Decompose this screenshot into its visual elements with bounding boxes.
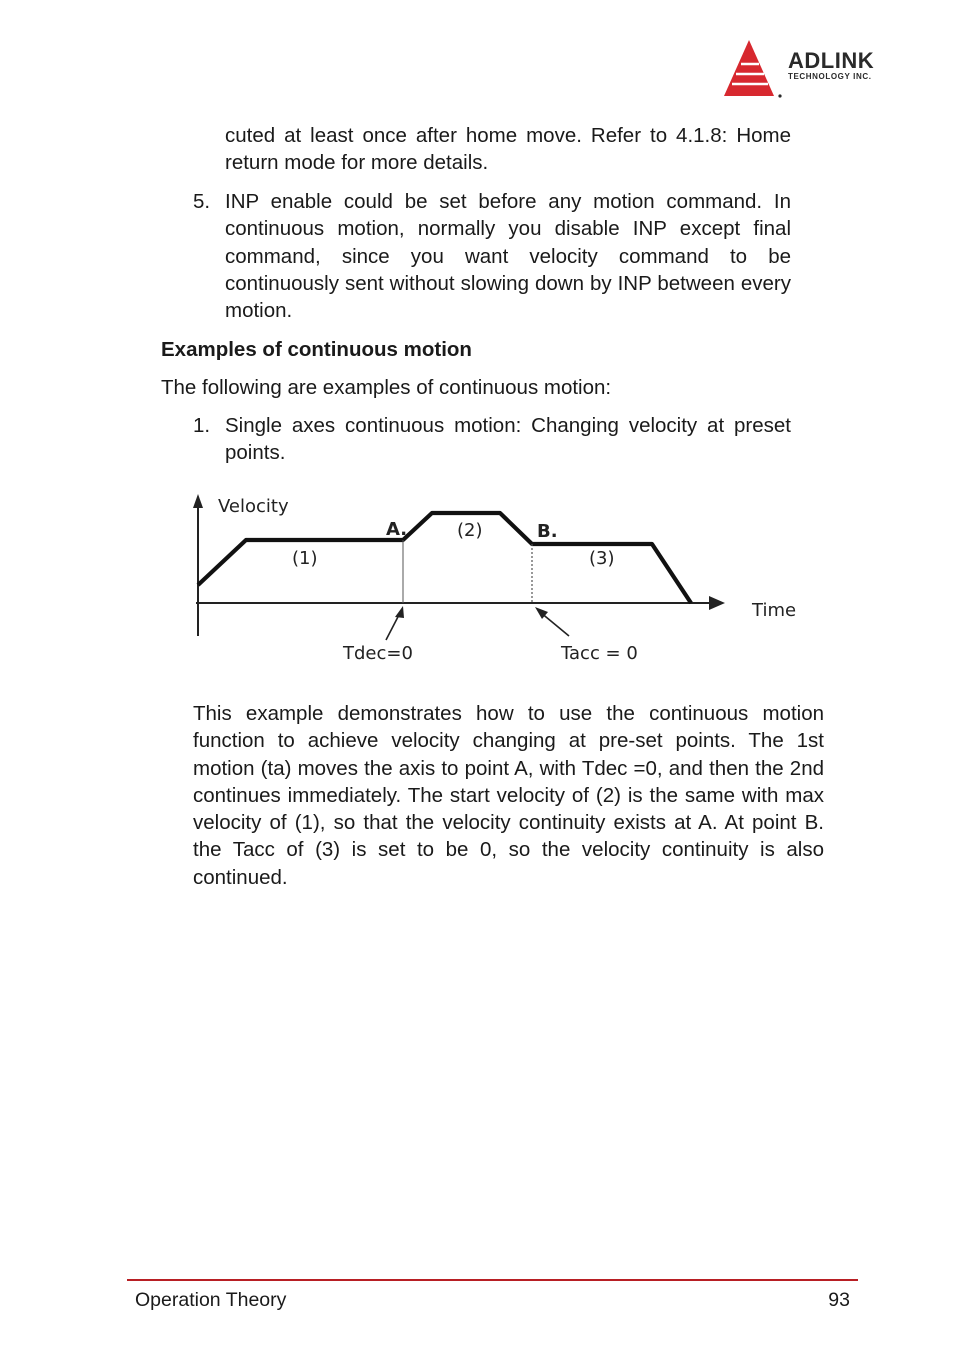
logo-tagline: TECHNOLOGY INC. (788, 72, 872, 81)
list-item-1-text: Single axes continuous motion: Changing velocity at preset points. (225, 414, 791, 465)
list-item-number-5: 5. (193, 190, 211, 213)
footer-section-name: Operation Theory (135, 1289, 287, 1311)
logo-name: ADLINK (788, 48, 875, 73)
segment-3-label: (3) (589, 548, 615, 569)
list-item-number-1: 1. (193, 414, 211, 437)
explanation-paragraph: This example demonstrates how to use the continuous motion function to achieve velocity changing at pre-set points. The 1st motion (ta) moves the axis to point A, with Tdec =0, and then the 2nd continues immediately. The start velocity of (2) is the same with max velocity of (1), so that the velocity continuity exists at A. At point B. the Tacc of (3) is set to be 0, so the velocity continuity is also continued. (193, 702, 824, 889)
continuation-paragraph: cuted at least once after home move. Refer to 4.1.8: Home return mode for more details. (225, 124, 791, 175)
footer-rule (127, 1279, 858, 1281)
x-axis-arrow (709, 596, 725, 610)
logo-triangle (724, 40, 774, 96)
tdec-label: Tdec=0 (343, 643, 413, 664)
point-a-label: A. (386, 519, 408, 540)
point-b-label: B. (537, 521, 558, 542)
footer-page-number: 93 (828, 1289, 850, 1311)
x-axis-label: Time (752, 600, 797, 621)
segment-1-label: (1) (292, 548, 318, 569)
section-heading: Examples of continuous motion (161, 338, 472, 361)
intro-paragraph: The following are examples of continuous motion: (161, 376, 612, 399)
y-axis-label: Velocity (218, 496, 289, 517)
tdec-arrowhead (395, 606, 404, 618)
y-axis-arrow (193, 494, 203, 508)
velocity-profile-line (198, 513, 691, 603)
list-item-5-text: INP enable could be set before any motion command. In continuous motion, normally you disable INP except final command, since you want velocity command to be continuously sent without slowing down by INP between every motion. (225, 190, 791, 323)
tacc-label: Tacc = 0 (561, 643, 638, 664)
segment-2-label: (2) (457, 520, 483, 541)
velocity-profile-diagram (180, 484, 820, 674)
